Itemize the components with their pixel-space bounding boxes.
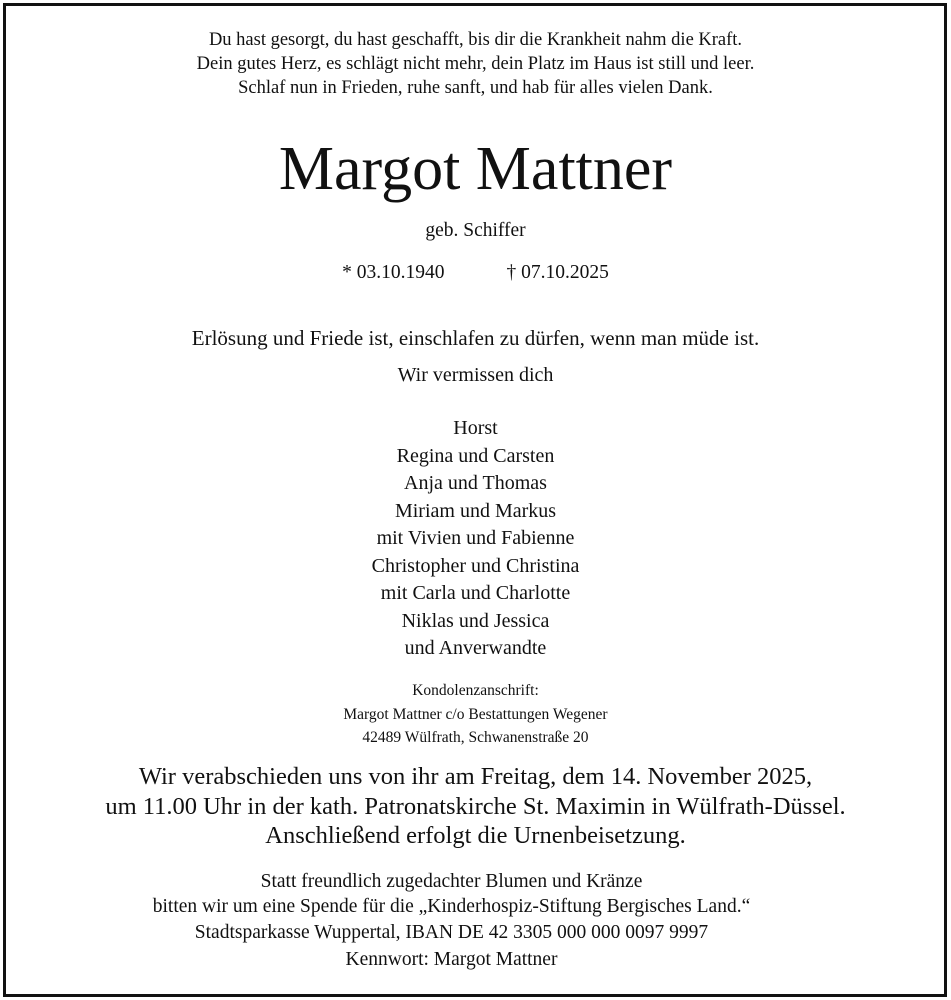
quote: Erlösung und Friede ist, einschlafen zu dürfen, wenn man müde ist. xyxy=(191,326,760,350)
verse-line: Schlaf nun in Frieden, ruhe sanft, und hab für alles vielen Dank. xyxy=(238,78,713,98)
family-member: Miriam und Markus xyxy=(394,500,557,522)
life-dates xyxy=(0,263,951,283)
donation-keyword: Kennwort: Margot Mattner xyxy=(345,949,558,970)
family-member: Christopher und Christina xyxy=(371,555,580,577)
family-member: Regina und Carsten xyxy=(396,445,555,467)
condolence-address: 42489 Wülfrath, Schwanenstraße 20 xyxy=(362,729,589,746)
condolence-address: Margot Mattner c/o Bestattungen Wegener xyxy=(343,706,608,723)
family-member: Niklas und Jessica xyxy=(401,610,550,632)
miss-you: Wir vermissen dich xyxy=(397,364,554,386)
death-date: † 07.10.2025 xyxy=(506,262,609,283)
donation-info: Statt freundlich zugedachter Blumen und Kränze xyxy=(260,871,643,892)
verse-line: Du hast gesorgt, du hast geschafft, bis dir die Krankheit nahm die Kraft. xyxy=(208,30,743,50)
condolence-label: Kondolenzanschrift: xyxy=(412,682,539,699)
donation-info: bitten wir um eine Spende für die „Kinderhospiz-Stiftung Bergisches Land.“ xyxy=(152,896,751,917)
family-member: und Anverwandte xyxy=(404,637,547,659)
funeral-info: Anschließend erfolgt die Urnenbeisetzung. xyxy=(265,822,686,849)
birth-date: * 03.10.1940 xyxy=(342,262,445,283)
maiden-name: geb. Schiffer xyxy=(425,220,526,241)
family-member: Anja und Thomas xyxy=(404,472,547,494)
funeral-info: um 11.00 Uhr in der kath. Patronatskirche St. Maximin in Wülfrath-Düssel. xyxy=(105,793,846,820)
funeral-info: Wir verabschieden uns von ihr am Freitag, dem 14. November 2025, xyxy=(138,763,813,790)
family-member: mit Vivien und Fabienne xyxy=(376,527,575,549)
family-member: Horst xyxy=(453,417,498,439)
deceased-name: Margot Mattner xyxy=(278,135,673,203)
donation-bank: Stadtsparkasse Wuppertal, IBAN DE 42 3305 000 000 0097 9997 xyxy=(194,922,709,943)
verse-line: Dein gutes Herz, es schlägt nicht mehr, dein Platz im Haus ist still und leer. xyxy=(196,54,755,74)
family-member: mit Carla und Charlotte xyxy=(380,582,571,604)
